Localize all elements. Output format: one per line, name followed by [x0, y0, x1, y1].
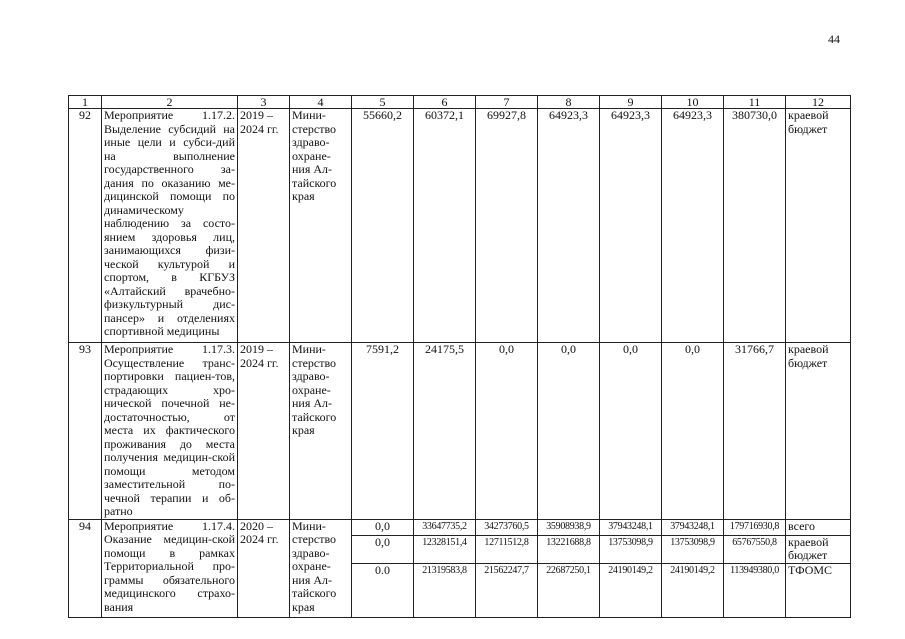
value-cell: 7591,2 [352, 343, 414, 520]
funding-source: краевой бюджет [786, 109, 851, 343]
row-number: 92 [69, 109, 102, 343]
executor: Мини-стерство здраво-охране-ния Ал-тайского края [290, 519, 352, 617]
measure-name: Мероприятие 1.17.2. Выделение субсидий на иные цели и субси-дий на выполнение государственного за-дания по оказанию ме-дицинской помощи по динамическому наблюдению за состо-янием здоровья лиц, занимающихся физи-ческой культурой и спортом, в КГБУЗ «Алтайский врачебно-физкультурный дис-пансер» и отделениях спортивной медицины [102, 109, 238, 343]
value-cell: 35908938,9 [538, 519, 600, 535]
column-header: 4 [290, 96, 352, 109]
value-cell: 0,0 [352, 535, 414, 563]
column-header: 6 [414, 96, 476, 109]
value-cell: 179716930,8 [724, 519, 786, 535]
funding-source: краевой бюджет [786, 535, 851, 563]
value-cell: 21319583,8 [414, 563, 476, 617]
table-row [69, 109, 851, 343]
value-cell: 69927,8 [476, 109, 538, 343]
value-cell: 0.0 [352, 563, 414, 617]
table-row [69, 519, 851, 535]
period: 2020 – 2024 гг. [238, 519, 290, 617]
value-cell: 13221688,8 [538, 535, 600, 563]
value-cell: 0,0 [662, 343, 724, 520]
value-cell: 0,0 [476, 343, 538, 520]
value-cell: 0,0 [600, 343, 662, 520]
value-cell: 24190149,2 [662, 563, 724, 617]
column-header: 5 [352, 96, 414, 109]
row-number: 93 [69, 343, 102, 520]
column-header: 9 [600, 96, 662, 109]
value-cell: 65767550,8 [724, 535, 786, 563]
value-cell: 380730,0 [724, 109, 786, 343]
column-header: 1 [69, 96, 102, 109]
page-number: 44 [828, 32, 840, 46]
value-cell: 24175,5 [414, 343, 476, 520]
value-cell: 37943248,1 [662, 519, 724, 535]
value-cell: 33647735,2 [414, 519, 476, 535]
value-cell: 113949380,0 [724, 563, 786, 617]
funding-source: всего [786, 519, 851, 535]
value-cell: 0,0 [352, 519, 414, 535]
period: 2019 – 2024 гг. [238, 109, 290, 343]
value-cell: 64923,3 [662, 109, 724, 343]
value-cell: 31766,7 [724, 343, 786, 520]
table-row [69, 343, 851, 520]
column-header: 7 [476, 96, 538, 109]
value-cell: 64923,3 [600, 109, 662, 343]
value-cell: 12711512,8 [476, 535, 538, 563]
value-cell: 64923,3 [538, 109, 600, 343]
value-cell: 24190149,2 [600, 563, 662, 617]
column-header: 2 [102, 96, 238, 109]
value-cell: 13753098,9 [662, 535, 724, 563]
period: 2019 – 2024 гг. [238, 343, 290, 520]
column-header: 12 [786, 96, 851, 109]
row-number: 94 [69, 519, 102, 617]
value-cell: 60372,1 [414, 109, 476, 343]
value-cell: 34273760,5 [476, 519, 538, 535]
value-cell: 0,0 [538, 343, 600, 520]
program-measures-table [68, 95, 851, 618]
column-header: 3 [238, 96, 290, 109]
column-header: 11 [724, 96, 786, 109]
measure-name: Мероприятие 1.17.3. Осуществление транс-портировки пациен-тов, страдающих хро-нической почечной не-достаточностью, от места их фактического проживания до места получения медицин-ской помощи методом заместительной по-чечной терапии и об-ратно [102, 343, 238, 520]
column-header: 10 [662, 96, 724, 109]
column-number-row [69, 96, 851, 109]
value-cell: 55660,2 [352, 109, 414, 343]
column-header: 8 [538, 96, 600, 109]
value-cell: 22687250,1 [538, 563, 600, 617]
executor: Мини-стерство здраво-охране-ния Ал-тайского края [290, 343, 352, 520]
executor: Мини-стерство здраво-охране-ния Ал-тайского края [290, 109, 352, 343]
measure-name: Мероприятие 1.17.4. Оказание медицин-ской помощи в рамках Территориальной про-граммы обязательного медицинского страхо-вания [102, 519, 238, 617]
value-cell: 13753098,9 [600, 535, 662, 563]
value-cell: 21562247,7 [476, 563, 538, 617]
value-cell: 12328151,4 [414, 535, 476, 563]
value-cell: 37943248,1 [600, 519, 662, 535]
funding-source: краевой бюджет [786, 343, 851, 520]
funding-source: ТФОМС [786, 563, 851, 617]
